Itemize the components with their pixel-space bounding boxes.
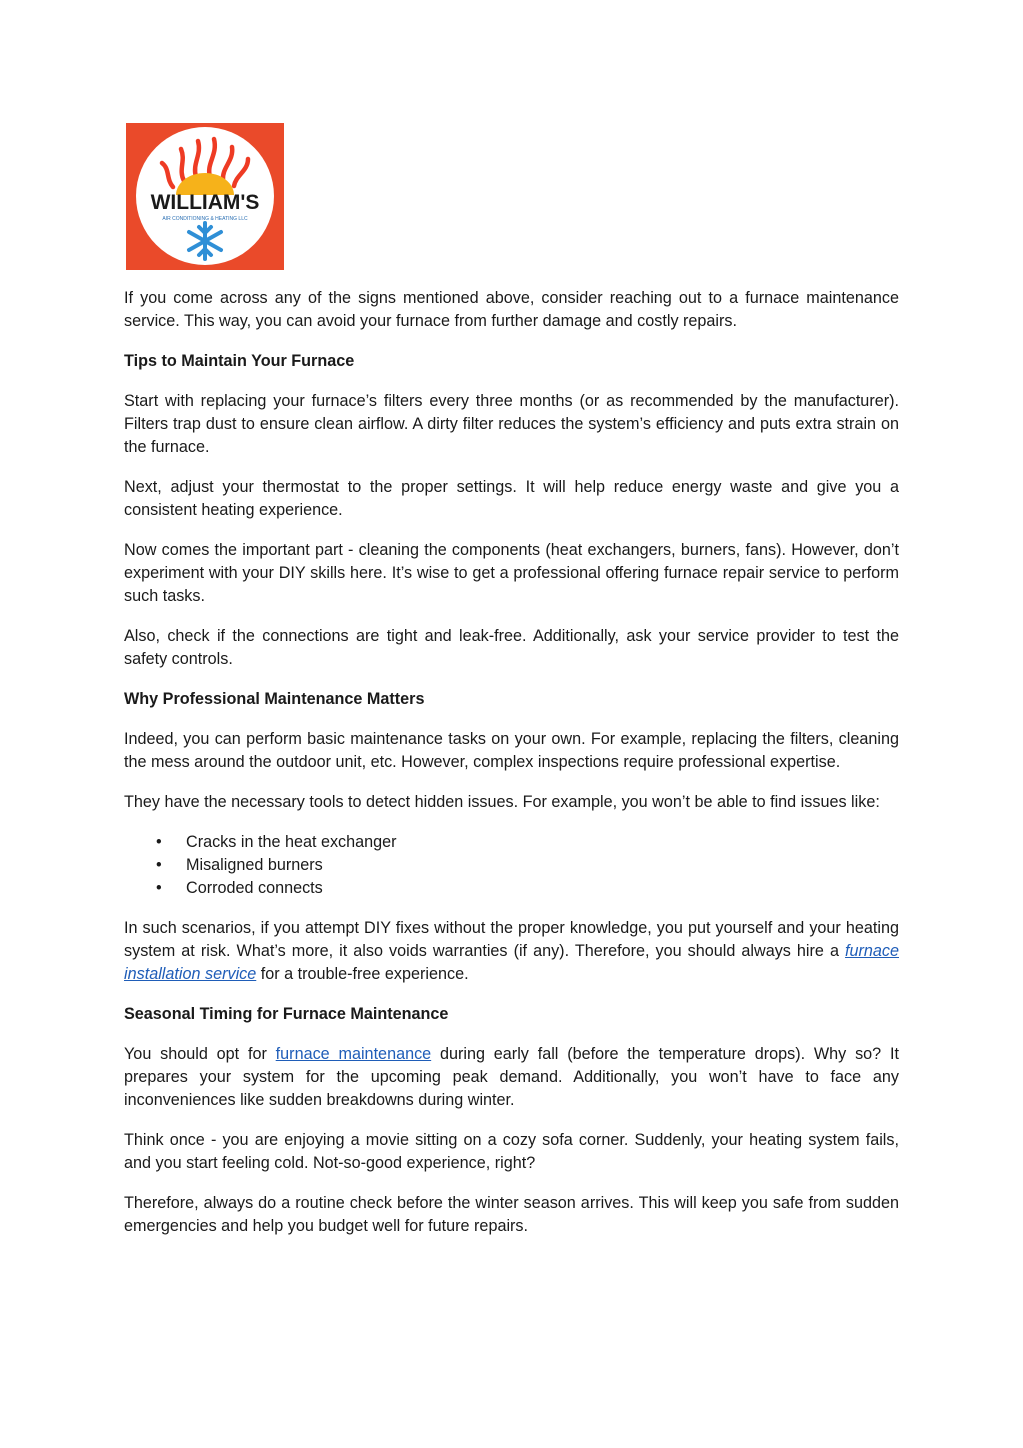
why-paragraph-basic: Indeed, you can perform basic maintenance tasks on your own. For example, replacing the filters, cleaning the mess around the outdoor unit, etc. However, complex inspections require professional expertise. [124,730,899,771]
why-heading: Why Professional Maintenance Matters [124,690,425,708]
seasonal-timing-text-end: during early fall (before the temperature drops). Why so? It prepares your system for the upcoming peak demand. Additionally, you won’t have to face any inconveniences like sudden breakdowns during winter. [124,1045,899,1109]
tips-heading: Tips to Maintain Your Furnace [124,352,355,370]
why-risk-text-end: for a trouble-free experience. [256,965,469,983]
seasonal-paragraph-routine: Therefore, always do a routine check before the winter season arrives. This will keep you safe from sudden emergencies and help you budget well for future repairs. [124,1194,899,1235]
furnace-installation-service-link[interactable]: furnace installation service [124,942,899,983]
list-item: • Misaligned burners [186,854,899,877]
list-item: • Corroded connects [186,877,899,900]
list-item: • Cracks in the heat exchanger [186,831,899,854]
logo-tagline: AIR CONDITIONING & HEATING LLC [162,216,248,222]
seasonal-heading: Seasonal Timing for Furnace Maintenance [124,1005,449,1023]
seasonal-paragraph-scenario: Think once - you are enjoying a movie sitting on a cozy sofa corner. Suddenly, your heating system fails, and you start feeling cold. Not-so-good experience, right? [124,1131,899,1172]
why-paragraph-risk [124,917,899,986]
tips-paragraph-connections: Also, check if the connections are tight and leak-free. Additionally, ask your service provider to test the safety controls. [124,627,899,668]
company-logo [126,123,284,270]
issues-list [124,831,899,900]
seasonal-paragraph-timing [124,1043,899,1112]
logo-brand-text: WILLIAM'S [150,191,260,214]
why-paragraph-tools: They have the necessary tools to detect hidden issues. For example, you won’t be able to find issues like: [124,793,880,811]
sun-and-snowflake-logo-icon [126,123,284,270]
furnace-maintenance-link[interactable]: furnace maintenance [275,1045,432,1063]
tips-paragraph-filters: Start with replacing your furnace’s filters every three months (or as recommended by the manufacturer). Filters trap dust to ensure clean airflow. A dirty filter reduces the system’s efficiency and puts extra strain on the furnace. [124,392,899,456]
tips-paragraph-thermostat: Next, adjust your thermostat to the proper settings. It will help reduce energy waste and give you a consistent heating experience. [124,478,899,519]
document-body [124,287,899,1255]
why-risk-text: In such scenarios, if you attempt DIY fixes without the proper knowledge, you put yourself and your heating system at risk. What’s more, it also voids warranties (if any). Therefore, you should always hire a [124,919,899,960]
seasonal-timing-text: You should opt for [124,1045,276,1063]
tips-paragraph-components: Now comes the important part - cleaning the components (heat exchangers, burners, fans). However, don’t experiment with your DIY skills here. It’s wise to get a professional offering furnace repair service to perform such tasks. [124,541,899,605]
intro-paragraph: If you come across any of the signs mentioned above, consider reaching out to a furnace maintenance service. This way, you can avoid your furnace from further damage and costly repairs. [124,289,899,330]
